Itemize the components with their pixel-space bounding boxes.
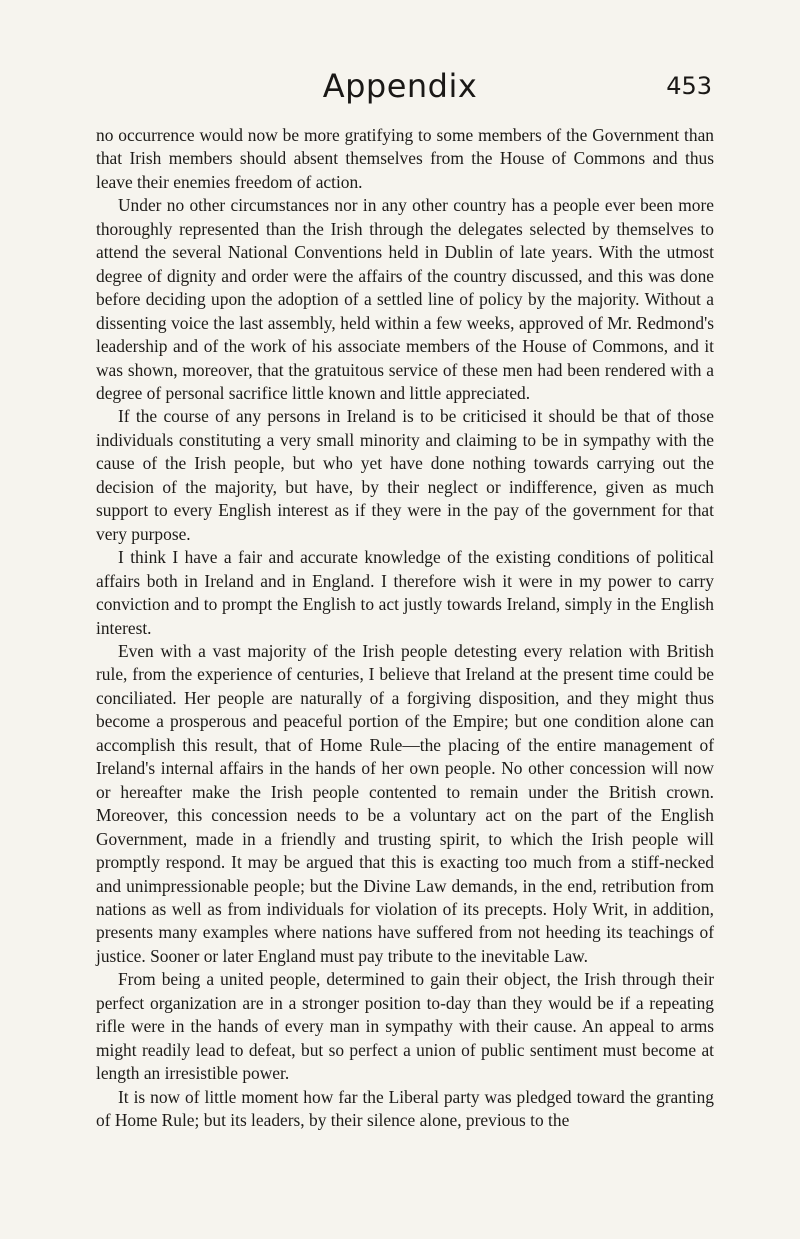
paragraph-liberal-party: It is now of little moment how far the Liberal party was pledged toward the granting of Home Rule; but its leaders, by their silence alone, previous to the [96, 1086, 714, 1131]
paragraph-conventions: Under no other circumstances nor in any other country has a people ever been more thoroughly represented than the Irish through the delegates selected by themselves to attend the several National Conventions held in Dublin of late years. With the utmost degree of dignity and order were the affairs of the country discussed, and this was done before deciding upon the adoption of a settled line of policy by the majority. Without a dissenting voice the last assembly, held within a few weeks, approved of Mr. Redmond's leadership and of the work of his associate members of the House of Commons, and it was shown, moreover, that the gratuitous service of these men had been rendered with a degree of personal sacrifice little known and little appreciated. [96, 195, 714, 403]
paragraph-home-rule: Even with a vast majority of the Irish people detesting every relation with British rule, from the experience of centuries, I believe that Ireland at the present time could be conciliated. Her people are naturally of a forgiving disposition, and they might thus become a prosperous and peaceful portion of the Empire; but one condition alone can accomplish this result, that of Home Rule—the placing of the entire management of Ireland's internal affairs in the hands of her own people. No other concession will now or hereafter make the Irish people contented to remain under the British crown. Moreover, this concession needs to be a voluntary act on the part of the English Government, made in a friendly and trusting spirit, to which the Irish people will promptly respond. It may be argued that this is exacting too much from a stiff-necked and unimpressionable people; but the Divine Law demands, in the end, retribution from nations as well as from individuals for violation of its precepts. Holy Writ, in addition, presents many examples where nations have suffered from not heeding its teachings of justice. Sooner or later England must pay tribute to the inevitable Law. [96, 640, 714, 966]
paragraph-continued: no occurrence would now be more gratifying to some members of the Government than that Irish members should absent themselves from the House of Commons and thus leave their enemies freedom of action. [96, 125, 714, 192]
paragraph-united-people: From being a united people, determined to gain their object, the Irish through their perfect organization are in a stronger position to-day than they would be if a repeating rifle were in the hands of every man in sympathy with their cause. An appeal to arms might readily lead to defeat, but so perfect a union of public sentiment must become at length an irresistible power. [96, 969, 714, 1084]
running-head: Appendix [322, 67, 478, 105]
body-text [96, 124, 714, 1132]
paragraph-criticism: If the course of any persons in Ireland is to be criticised it should be that of those individuals constituting a very small minority and claiming to be in sympathy with the cause of the Irish people, but who yet have done nothing towards carrying out the decision of the majority, but have, by their neglect or indifference, given as much support to every English interest as if they were in the pay of the government for that very purpose. [96, 406, 714, 544]
page-number: 453 [666, 72, 712, 100]
page-header [0, 64, 800, 114]
paragraph-knowledge: I think I have a fair and accurate knowledge of the existing conditions of political affairs both in Ireland and in England. I therefore wish it were in my power to carry conviction and to prompt the English to act justly towards Ireland, simply in the English interest. [96, 547, 714, 638]
